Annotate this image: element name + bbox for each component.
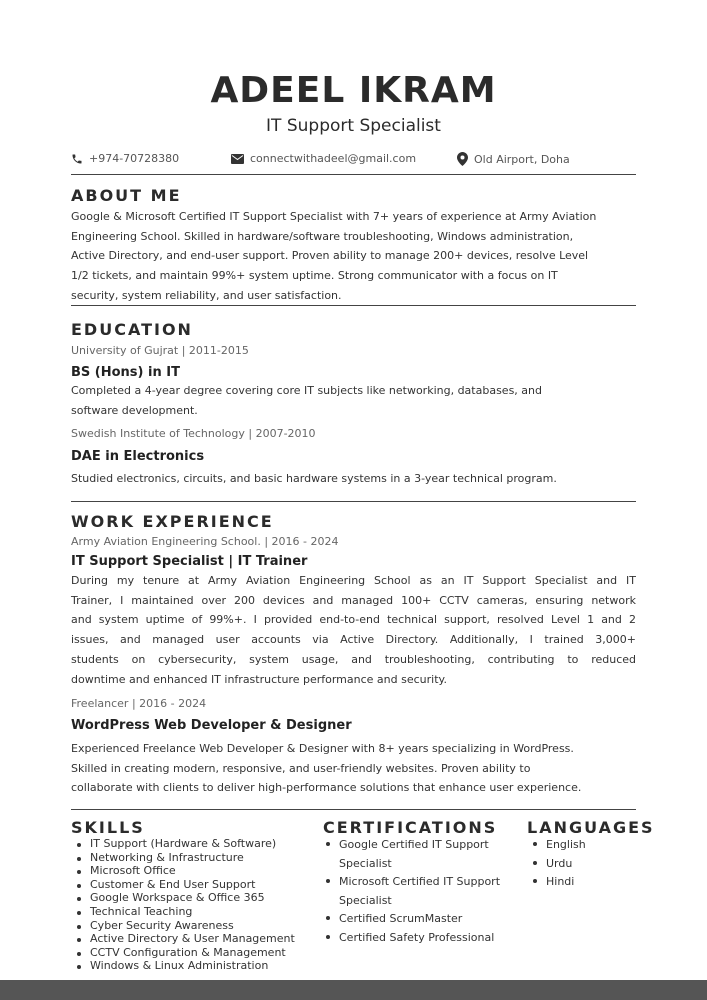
work-line: students on cybersecurity, system usage, and troubleshooting, contributing to reduced — [71, 652, 636, 666]
list-item: CCTV Configuration & Management — [71, 946, 321, 960]
about-line: Active Directory, and end-user support. Proven ability to manage 200+ devices, resolve Level — [71, 249, 589, 263]
work-position: WordPress Web Developer & Designer — [71, 718, 352, 733]
cert-line: Microsoft Certified IT Support — [339, 875, 501, 889]
phone-icon — [71, 153, 83, 165]
education-meta: University of Gujrat | 2011-2015 — [71, 344, 249, 357]
about-line: Google & Microsoft Certified IT Support Specialist with 7+ years of experience at Army Aviation — [71, 210, 597, 223]
map-pin-icon — [457, 152, 468, 166]
divider — [71, 809, 636, 810]
languages-heading: LANGUAGES — [527, 818, 655, 837]
location-text: Old Airport, Doha — [474, 152, 570, 166]
list-item: Microsoft Office — [71, 864, 321, 878]
contact-phone — [71, 152, 179, 165]
cert-line: Certified ScrumMaster — [339, 912, 463, 926]
education-degree: DAE in Electronics — [71, 449, 205, 464]
list-item — [320, 873, 530, 910]
education-degree: BS (Hons) in IT — [71, 365, 180, 380]
education-description — [71, 381, 646, 420]
divider — [71, 501, 636, 502]
work-meta: Army Aviation Engineering School. | 2016 - 2024 — [71, 535, 339, 548]
skills-heading: SKILLS — [71, 818, 145, 837]
candidate-name: ADEEL IKRAM — [210, 70, 497, 111]
cert-line: Specialist — [339, 893, 392, 907]
divider — [71, 174, 636, 175]
cert-line: Certified Safety Professional — [339, 930, 495, 944]
education-line: Studied electronics, circuits, and basic hardware systems in a 3-year technical program. — [71, 472, 557, 485]
education-description — [71, 469, 646, 489]
list-item: Urdu — [527, 855, 647, 874]
divider — [71, 305, 636, 306]
education-line: Completed a 4-year degree covering core IT subjects like networking, databases, and — [71, 384, 542, 397]
skills-list — [71, 837, 321, 973]
work-line: Trainer, I maintained over 200 devices and managed 100+ CCTV cameras, ensuring network — [71, 593, 636, 607]
job-title: IT Support Specialist — [266, 116, 441, 136]
education-heading: EDUCATION — [71, 320, 193, 339]
list-item: English — [527, 836, 647, 855]
certifications-heading: CERTIFICATIONS — [323, 818, 498, 837]
certifications-list — [320, 836, 530, 948]
phone-number: +974-70728380 — [89, 152, 180, 165]
cert-line: Google Certified IT Support — [339, 838, 489, 851]
work-line: During my tenure at Army Aviation Engineering School as an IT Support Specialist and IT — [71, 574, 636, 587]
work-line: Skilled in creating modern, responsive, and user-friendly websites. Proven ability to — [71, 761, 531, 775]
work-description — [71, 739, 646, 798]
envelope-icon — [231, 154, 244, 164]
cert-line: Specialist — [339, 856, 392, 870]
list-item: Google Workspace & Office 365 — [71, 891, 321, 905]
contact-bar — [71, 152, 637, 168]
list-item: Networking & Infrastructure — [71, 851, 321, 865]
languages-list — [527, 836, 647, 892]
work-description — [71, 571, 636, 689]
email-address[interactable]: connectwithadeel@gmail.com — [250, 152, 417, 165]
work-heading: WORK EXPERIENCE — [71, 512, 274, 531]
work-line: collaborate with clients to deliver high-performance solutions that enhance user experience. — [71, 781, 582, 795]
list-item — [320, 910, 530, 929]
contact-email — [231, 152, 416, 165]
about-heading: ABOUT ME — [71, 186, 182, 205]
about-line: Engineering School. Skilled in hardware/software troubleshooting, Windows administration, — [71, 229, 574, 243]
list-item — [320, 836, 530, 873]
work-line: and system uptime of 99%+. I provided end-to-end technical support, resolved Level 1 and 2 — [71, 613, 636, 627]
list-item: Active Directory & User Management — [71, 932, 321, 946]
about-line: security, system reliability, and user satisfaction. — [71, 288, 342, 302]
work-line: issues, and managed user accounts via Active Directory. Additionally, I trained 3,000+ — [71, 633, 636, 647]
contact-location — [457, 152, 570, 166]
work-position: IT Support Specialist | IT Trainer — [71, 554, 308, 569]
work-line: Experienced Freelance Web Developer & Designer with 8+ years specializing in WordPress. — [71, 742, 574, 755]
about-text — [71, 207, 646, 306]
work-meta: Freelancer | 2016 - 2024 — [71, 697, 207, 710]
work-line: downtime and enhanced IT infrastructure performance and security. — [71, 672, 447, 686]
list-item: Windows & Linux Administration — [71, 959, 321, 973]
list-item: Cyber Security Awareness — [71, 919, 321, 933]
about-line: 1/2 tickets, and maintain 99%+ system uptime. Strong communicator with a focus on IT — [71, 269, 558, 283]
list-item — [320, 929, 530, 948]
list-item: IT Support (Hardware & Software) — [71, 837, 321, 851]
footer-bar — [0, 980, 707, 1000]
education-line: software development. — [71, 403, 198, 417]
list-item: Technical Teaching — [71, 905, 321, 919]
list-item: Customer & End User Support — [71, 878, 321, 892]
list-item: Hindi — [527, 873, 647, 892]
education-meta: Swedish Institute of Technology | 2007-2010 — [71, 427, 316, 440]
